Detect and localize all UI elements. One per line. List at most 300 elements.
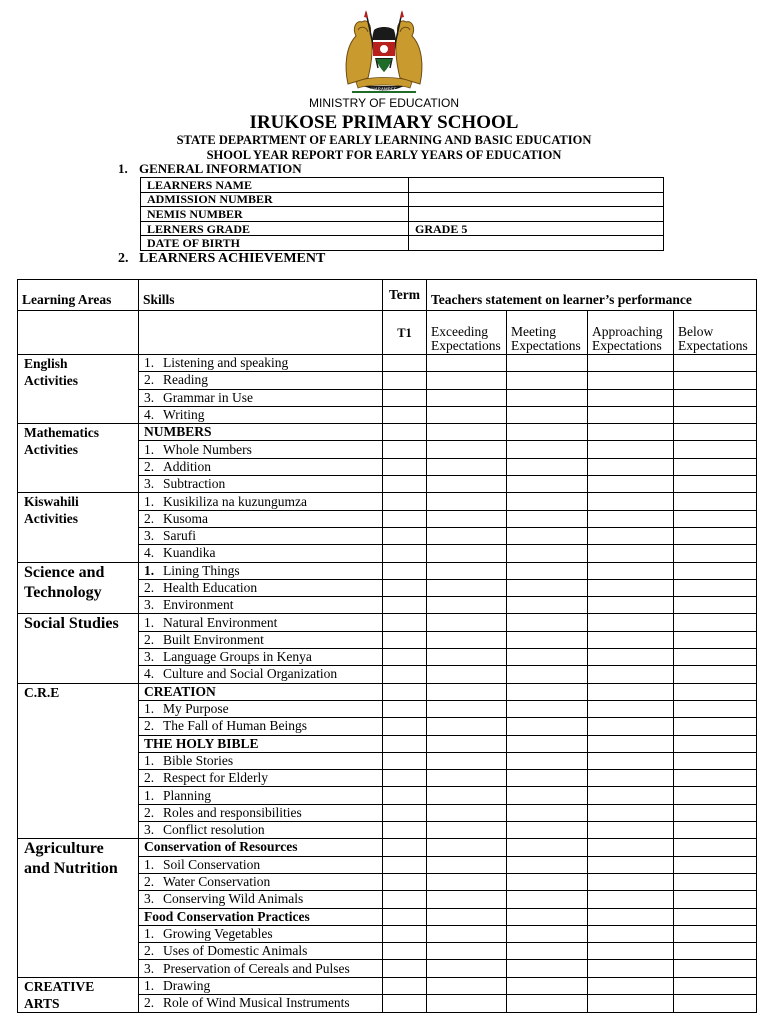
skill-item xyxy=(139,960,383,977)
term-cell[interactable] xyxy=(383,856,427,873)
rating-cell[interactable] xyxy=(427,493,507,510)
rating-cell[interactable] xyxy=(674,355,757,372)
rating-cell[interactable] xyxy=(588,527,674,544)
skill-item xyxy=(139,527,383,544)
skill-row xyxy=(18,355,757,372)
rating-cell[interactable] xyxy=(427,649,507,666)
rating-cell[interactable] xyxy=(507,700,588,717)
rating-cell[interactable] xyxy=(588,787,674,804)
rating-cell[interactable] xyxy=(427,406,507,423)
rating-cell[interactable] xyxy=(427,735,507,752)
general-info-value[interactable] xyxy=(409,236,664,251)
empty-cell xyxy=(139,311,383,355)
skill-item xyxy=(139,787,383,804)
skill-subheading: Conservation of Resources xyxy=(139,839,383,856)
rating-cell[interactable] xyxy=(507,510,588,527)
rating-cell[interactable] xyxy=(507,458,588,475)
skill-item xyxy=(139,372,383,389)
level-exceeding: Exceeding Expectations xyxy=(427,311,507,355)
skill-number: 4. xyxy=(144,545,155,561)
term-cell[interactable] xyxy=(383,458,427,475)
rating-cell[interactable] xyxy=(507,666,588,683)
skill-row xyxy=(18,424,757,441)
header-skills: Skills xyxy=(139,280,383,311)
skill-number: 2. xyxy=(144,580,155,595)
rating-cell[interactable] xyxy=(507,441,588,458)
rating-cell[interactable] xyxy=(674,752,757,769)
rating-cell[interactable] xyxy=(507,683,588,700)
skill-item xyxy=(139,441,383,458)
rating-cell[interactable] xyxy=(507,873,588,890)
skill-item xyxy=(139,631,383,648)
rating-cell[interactable] xyxy=(427,718,507,735)
rating-cell[interactable] xyxy=(588,960,674,977)
rating-cell[interactable] xyxy=(674,597,757,614)
rating-cell[interactable] xyxy=(427,579,507,596)
skill-item xyxy=(139,891,383,908)
rating-cell[interactable] xyxy=(427,856,507,873)
rating-cell[interactable] xyxy=(507,977,588,995)
rating-cell[interactable] xyxy=(427,631,507,648)
ministry-name: MINISTRY OF EDUCATION xyxy=(308,96,459,110)
rating-cell[interactable] xyxy=(674,458,757,475)
skill-number: 1. xyxy=(144,441,155,457)
rating-cell[interactable] xyxy=(507,943,588,960)
rating-cell[interactable] xyxy=(427,527,507,544)
term-cell[interactable] xyxy=(383,718,427,735)
term-cell[interactable] xyxy=(383,527,427,544)
rating-cell[interactable] xyxy=(588,752,674,769)
rating-cell[interactable] xyxy=(507,649,588,666)
term-cell[interactable] xyxy=(383,770,427,787)
skill-text: Reading xyxy=(163,372,208,388)
general-info-value[interactable] xyxy=(409,178,664,193)
rating-cell[interactable] xyxy=(588,476,674,493)
term-cell[interactable] xyxy=(383,579,427,596)
rating-cell[interactable] xyxy=(427,597,507,614)
term-cell[interactable] xyxy=(383,787,427,804)
rating-cell[interactable] xyxy=(507,493,588,510)
rating-cell[interactable] xyxy=(507,960,588,977)
term-cell[interactable] xyxy=(383,545,427,562)
rating-cell[interactable] xyxy=(588,614,674,631)
term-cell[interactable] xyxy=(383,476,427,493)
rating-cell[interactable] xyxy=(674,873,757,890)
term-cell[interactable] xyxy=(383,666,427,683)
rating-cell[interactable] xyxy=(507,406,588,423)
rating-cell[interactable] xyxy=(674,787,757,804)
rating-cell[interactable] xyxy=(674,441,757,458)
rating-cell[interactable] xyxy=(588,510,674,527)
rating-cell[interactable] xyxy=(588,597,674,614)
rating-cell[interactable] xyxy=(588,649,674,666)
skill-item xyxy=(139,804,383,821)
skill-text: Kusoma xyxy=(163,510,208,526)
rating-cell[interactable] xyxy=(588,441,674,458)
term-cell[interactable] xyxy=(383,406,427,423)
rating-cell[interactable] xyxy=(588,406,674,423)
rating-cell[interactable] xyxy=(507,424,588,441)
rating-cell[interactable] xyxy=(674,579,757,596)
rating-cell[interactable] xyxy=(674,977,757,995)
rating-cell[interactable] xyxy=(674,614,757,631)
rating-cell[interactable] xyxy=(427,424,507,441)
skill-row xyxy=(18,683,757,700)
rating-cell[interactable] xyxy=(674,995,757,1013)
rating-cell[interactable] xyxy=(674,822,757,839)
term-cell[interactable] xyxy=(383,372,427,389)
skill-item xyxy=(139,925,383,942)
rating-cell[interactable] xyxy=(427,787,507,804)
rating-cell[interactable] xyxy=(588,562,674,579)
term-t1: T1 xyxy=(383,311,427,355)
rating-cell[interactable] xyxy=(507,389,588,406)
rating-cell[interactable] xyxy=(588,977,674,995)
general-info-value[interactable] xyxy=(409,207,664,222)
skill-text: Subtraction xyxy=(163,476,226,492)
skill-item xyxy=(139,873,383,890)
skill-number: 3. xyxy=(144,528,155,544)
rating-cell[interactable] xyxy=(588,943,674,960)
skill-item xyxy=(139,389,383,406)
skill-item xyxy=(139,355,383,372)
term-cell[interactable] xyxy=(383,735,427,752)
skill-item xyxy=(139,562,383,579)
term-cell[interactable] xyxy=(383,683,427,700)
general-info-row xyxy=(141,207,664,222)
term-cell[interactable] xyxy=(383,804,427,821)
rating-cell[interactable] xyxy=(507,925,588,942)
rating-cell[interactable] xyxy=(427,873,507,890)
rating-cell[interactable] xyxy=(427,770,507,787)
rating-cell[interactable] xyxy=(588,873,674,890)
skill-text: Culture and Social Organization xyxy=(163,666,338,682)
rating-cell[interactable] xyxy=(674,372,757,389)
rating-cell[interactable] xyxy=(674,856,757,873)
header-teachers-statement: Teachers statement on learner’s performance xyxy=(427,280,757,311)
term-cell[interactable] xyxy=(383,925,427,942)
section-general-information xyxy=(118,161,302,177)
rating-cell[interactable] xyxy=(588,424,674,441)
rating-cell[interactable] xyxy=(427,441,507,458)
skill-number: 3. xyxy=(144,649,155,665)
rating-cell[interactable] xyxy=(674,631,757,648)
rating-cell[interactable] xyxy=(588,389,674,406)
rating-cell[interactable] xyxy=(588,770,674,787)
skill-number: 3. xyxy=(144,476,155,492)
rating-cell[interactable] xyxy=(427,839,507,856)
rating-cell[interactable] xyxy=(427,683,507,700)
rating-cell[interactable] xyxy=(674,493,757,510)
term-cell[interactable] xyxy=(383,355,427,372)
rating-cell[interactable] xyxy=(674,891,757,908)
learning-area-name: Kiswahili Activities xyxy=(18,493,139,562)
rating-cell[interactable] xyxy=(507,718,588,735)
rating-cell[interactable] xyxy=(427,804,507,821)
header-learning-areas: Learning Areas xyxy=(18,280,139,311)
skill-text: Drawing xyxy=(163,977,211,993)
skill-item xyxy=(139,493,383,510)
section-number: 2. xyxy=(118,251,129,266)
skill-text: Conserving Wild Animals xyxy=(163,891,304,907)
general-info-row xyxy=(141,221,664,236)
rating-cell[interactable] xyxy=(427,891,507,908)
rating-cell[interactable] xyxy=(427,995,507,1013)
rating-cell[interactable] xyxy=(507,752,588,769)
rating-cell[interactable] xyxy=(507,856,588,873)
term-cell[interactable] xyxy=(383,839,427,856)
skill-subheading: CREATION xyxy=(139,683,383,700)
skill-item xyxy=(139,406,383,423)
rating-cell[interactable] xyxy=(674,389,757,406)
school-name: IRUKOSE PRIMARY SCHOOL xyxy=(249,112,519,133)
term-cell[interactable] xyxy=(383,960,427,977)
skill-number: 1. xyxy=(144,856,155,872)
skill-item xyxy=(139,752,383,769)
rating-cell[interactable] xyxy=(507,995,588,1013)
rating-cell[interactable] xyxy=(674,700,757,717)
department-name: STATE DEPARTMENT OF EARLY LEARNING AND BASIC EDUCATION xyxy=(176,133,592,147)
rating-cell[interactable] xyxy=(427,614,507,631)
rating-cell[interactable] xyxy=(674,545,757,562)
rating-cell[interactable] xyxy=(427,389,507,406)
term-cell[interactable] xyxy=(383,752,427,769)
skill-number: 2. xyxy=(144,458,155,474)
report-title: SHOOL YEAR REPORT FOR EARLY YEARS OF EDUCATION xyxy=(206,148,562,162)
term-cell[interactable] xyxy=(383,943,427,960)
skill-text: Conflict resolution xyxy=(163,822,265,838)
term-cell[interactable] xyxy=(383,977,427,995)
rating-cell[interactable] xyxy=(507,839,588,856)
rating-cell[interactable] xyxy=(427,752,507,769)
rating-cell[interactable] xyxy=(427,977,507,995)
skill-text: Kuandika xyxy=(163,545,216,561)
term-cell[interactable] xyxy=(383,995,427,1013)
rating-cell[interactable] xyxy=(588,856,674,873)
rating-cell[interactable] xyxy=(674,406,757,423)
section-learners-achievement xyxy=(118,251,325,267)
learning-area-name: Agriculture and Nutrition xyxy=(18,839,139,977)
rating-cell[interactable] xyxy=(588,458,674,475)
general-info-label: LEARNERS NAME xyxy=(141,178,409,193)
rating-cell[interactable] xyxy=(588,718,674,735)
rating-cell[interactable] xyxy=(427,943,507,960)
rating-cell[interactable] xyxy=(588,683,674,700)
rating-cell[interactable] xyxy=(674,908,757,925)
rating-cell[interactable] xyxy=(674,649,757,666)
rating-cell[interactable] xyxy=(507,891,588,908)
rating-cell[interactable] xyxy=(427,908,507,925)
term-cell[interactable] xyxy=(383,822,427,839)
rating-cell[interactable] xyxy=(427,355,507,372)
term-cell[interactable] xyxy=(383,424,427,441)
rating-cell[interactable] xyxy=(427,700,507,717)
skill-item xyxy=(139,458,383,475)
skill-item xyxy=(139,995,383,1013)
rating-cell[interactable] xyxy=(507,735,588,752)
rating-cell[interactable] xyxy=(507,562,588,579)
rating-cell[interactable] xyxy=(507,614,588,631)
rating-cell[interactable] xyxy=(427,666,507,683)
term-cell[interactable] xyxy=(383,649,427,666)
rating-cell[interactable] xyxy=(427,545,507,562)
skill-text: Listening and speaking xyxy=(163,355,289,371)
rating-cell[interactable] xyxy=(588,579,674,596)
rating-cell[interactable] xyxy=(674,770,757,787)
rating-cell[interactable] xyxy=(674,476,757,493)
rating-cell[interactable] xyxy=(674,527,757,544)
skill-text: Soil Conservation xyxy=(163,856,261,872)
rating-cell[interactable] xyxy=(588,666,674,683)
rating-cell[interactable] xyxy=(507,372,588,389)
skill-text: Language Groups in Kenya xyxy=(163,649,312,665)
skill-item xyxy=(139,700,383,717)
term-cell[interactable] xyxy=(383,631,427,648)
rating-cell[interactable] xyxy=(588,908,674,925)
rating-cell[interactable] xyxy=(588,631,674,648)
rating-cell[interactable] xyxy=(674,666,757,683)
rating-cell[interactable] xyxy=(427,510,507,527)
section-title: LEARNERS ACHIEVEMENT xyxy=(139,251,326,266)
rating-cell[interactable] xyxy=(507,631,588,648)
rating-cell[interactable] xyxy=(427,372,507,389)
rating-cell[interactable] xyxy=(507,545,588,562)
skill-number: 4. xyxy=(144,666,155,682)
rating-cell[interactable] xyxy=(588,925,674,942)
skill-text: Environment xyxy=(163,597,234,613)
rating-cell[interactable] xyxy=(674,804,757,821)
rating-cell[interactable] xyxy=(507,770,588,787)
rating-cell[interactable] xyxy=(427,960,507,977)
rating-cell[interactable] xyxy=(674,424,757,441)
term-cell[interactable] xyxy=(383,700,427,717)
term-cell[interactable] xyxy=(383,493,427,510)
rating-cell[interactable] xyxy=(507,908,588,925)
skill-number: 1. xyxy=(144,493,155,509)
rating-cell[interactable] xyxy=(588,355,674,372)
rating-cell[interactable] xyxy=(674,925,757,942)
rating-cell[interactable] xyxy=(427,562,507,579)
general-info-value[interactable]: GRADE 5 xyxy=(409,221,664,236)
section-number: 1. xyxy=(118,161,128,176)
skill-item xyxy=(139,476,383,493)
skill-item xyxy=(139,666,383,683)
rating-cell[interactable] xyxy=(507,579,588,596)
skill-text: Kusikiliza na kuzungumza xyxy=(163,493,307,509)
rating-cell[interactable] xyxy=(507,822,588,839)
learning-area-name: Social Studies xyxy=(18,614,139,683)
general-info-label: NEMIS NUMBER xyxy=(141,207,409,222)
skill-number: 2. xyxy=(144,372,155,388)
rating-cell[interactable] xyxy=(427,925,507,942)
level-below: Below Expectations xyxy=(674,311,757,355)
rating-cell[interactable] xyxy=(427,476,507,493)
term-cell[interactable] xyxy=(383,597,427,614)
rating-cell[interactable] xyxy=(507,597,588,614)
skill-text: Growing Vegetables xyxy=(163,925,273,941)
skill-row xyxy=(18,614,757,631)
rating-cell[interactable] xyxy=(588,545,674,562)
rating-cell[interactable] xyxy=(507,804,588,821)
skill-number: 3. xyxy=(144,389,155,405)
rating-cell[interactable] xyxy=(507,355,588,372)
skill-item xyxy=(139,597,383,614)
rating-cell[interactable] xyxy=(674,562,757,579)
term-cell[interactable] xyxy=(383,908,427,925)
rating-cell[interactable] xyxy=(674,718,757,735)
learning-area-name: English Activities xyxy=(18,355,139,424)
rating-cell[interactable] xyxy=(674,943,757,960)
skill-text: The Fall of Human Beings xyxy=(163,718,307,734)
general-info-label: LERNERS GRADE xyxy=(141,221,409,236)
skill-item xyxy=(139,510,383,527)
rating-cell[interactable] xyxy=(674,960,757,977)
general-info-value[interactable] xyxy=(409,192,664,207)
rating-cell[interactable] xyxy=(588,891,674,908)
rating-cell[interactable] xyxy=(588,839,674,856)
skill-number: 1. xyxy=(144,787,155,803)
rating-cell[interactable] xyxy=(588,995,674,1013)
skill-item xyxy=(139,545,383,562)
rating-cell[interactable] xyxy=(507,527,588,544)
skill-number: 2. xyxy=(144,995,155,1011)
term-cell[interactable] xyxy=(383,873,427,890)
skill-item xyxy=(139,856,383,873)
rating-cell[interactable] xyxy=(507,476,588,493)
skill-text: Respect for Elderly xyxy=(163,770,268,786)
rating-cell[interactable] xyxy=(588,372,674,389)
term-cell[interactable] xyxy=(383,510,427,527)
skill-number: 2. xyxy=(144,631,155,647)
rating-cell[interactable] xyxy=(588,735,674,752)
rating-cell[interactable] xyxy=(588,804,674,821)
rating-cell[interactable] xyxy=(674,735,757,752)
skill-subheading: NUMBERS xyxy=(139,424,383,441)
term-cell[interactable] xyxy=(383,389,427,406)
header-term: Term xyxy=(383,280,427,311)
term-cell[interactable] xyxy=(383,562,427,579)
rating-cell[interactable] xyxy=(507,787,588,804)
term-cell[interactable] xyxy=(383,441,427,458)
rating-cell[interactable] xyxy=(588,700,674,717)
skill-number: 1. xyxy=(144,614,155,630)
term-cell[interactable] xyxy=(383,614,427,631)
skill-number: 2. xyxy=(144,874,155,890)
rating-cell[interactable] xyxy=(674,839,757,856)
lion-left xyxy=(346,21,372,84)
rating-cell[interactable] xyxy=(588,822,674,839)
skill-number: 1. xyxy=(144,752,155,768)
skill-number: 1. xyxy=(144,701,155,717)
skill-text: Uses of Domestic Animals xyxy=(163,943,308,959)
coat-of-arms-icon xyxy=(338,6,430,96)
skill-subheading: THE HOLY BIBLE xyxy=(139,735,383,752)
empty-cell xyxy=(18,311,139,355)
rating-cell[interactable] xyxy=(427,822,507,839)
skill-number: 3. xyxy=(144,597,155,613)
general-info-label: ADMISSION NUMBER xyxy=(141,192,409,207)
learning-area-name: CREATIVE ARTS xyxy=(18,977,139,1012)
rating-cell[interactable] xyxy=(588,493,674,510)
skill-number: 2. xyxy=(144,770,155,786)
term-cell[interactable] xyxy=(383,891,427,908)
rating-cell[interactable] xyxy=(674,510,757,527)
skill-text: My Purpose xyxy=(163,701,229,717)
rating-cell[interactable] xyxy=(674,683,757,700)
skill-text: Grammar in Use xyxy=(163,389,253,405)
rating-cell[interactable] xyxy=(427,458,507,475)
skill-text: Water Conservation xyxy=(163,874,271,890)
